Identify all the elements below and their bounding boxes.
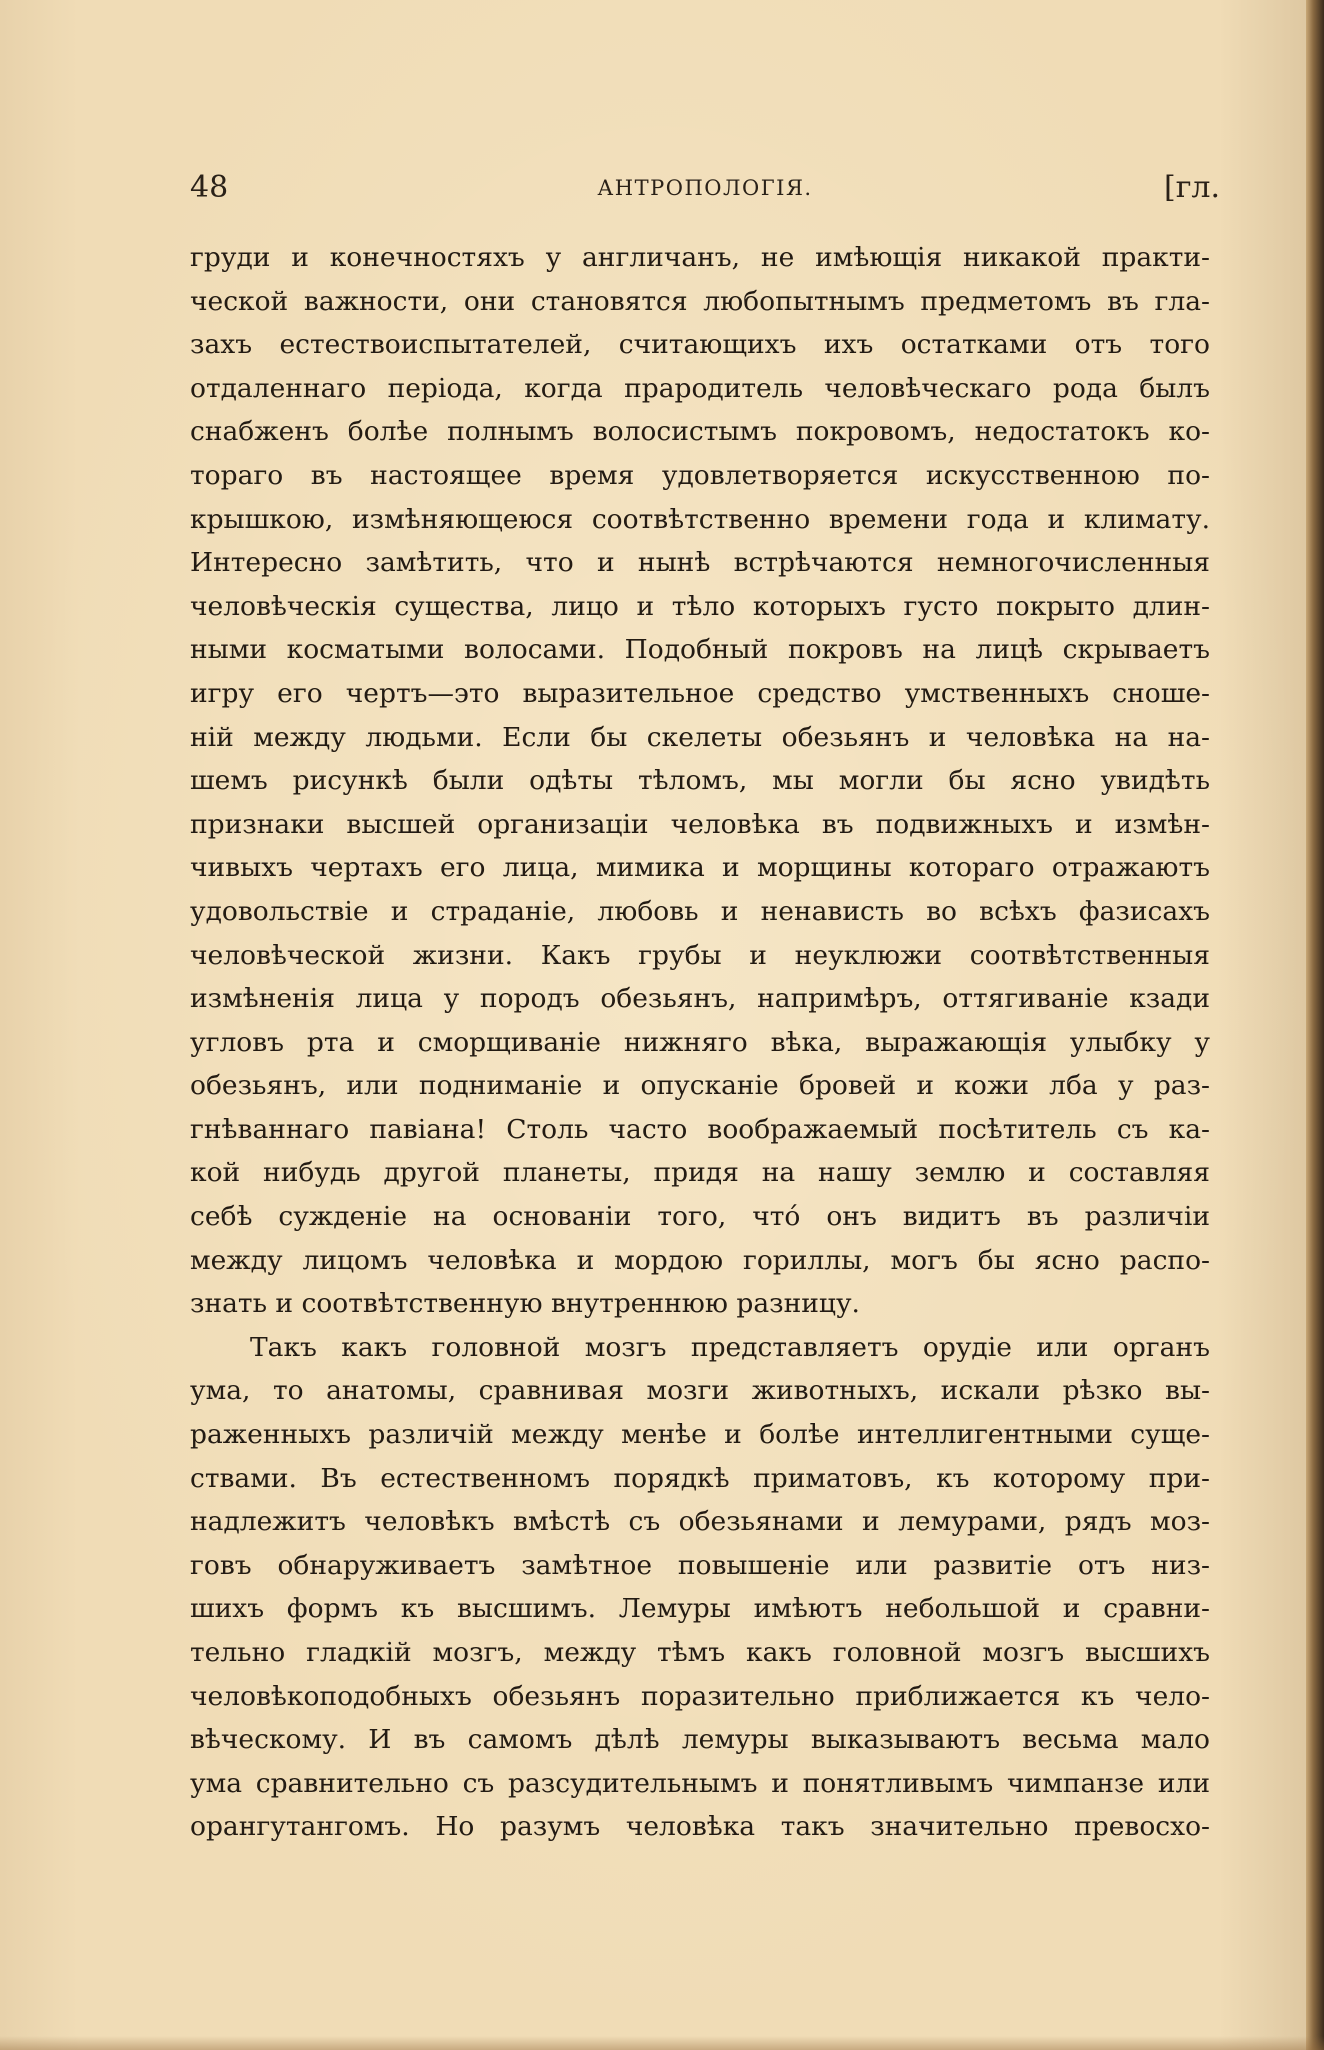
- text-line: ческой важности, они становятся любопытнымъ предметомъ въ гла-: [190, 285, 1210, 317]
- text-line: гнѣваннаго павіана! Столь часто воображаемый посѣтитель съ ка-: [190, 1113, 1210, 1145]
- text-line: признаки высшей организаціи человѣка въ подвижныхъ и измѣн-: [190, 808, 1210, 840]
- text-line: тельно гладкій мозгъ, между тѣмъ какъ головной мозгъ высшихъ: [190, 1637, 1210, 1668]
- text-line: ній между людьми. Если бы скелеты обезьянъ и человѣка на на-: [190, 721, 1210, 753]
- text-line: снабженъ болѣе полнымъ волосистымъ покровомъ, недостатокъ ко-: [190, 416, 1210, 448]
- text-line: тораго въ настоящее время удовлетворяется искусственною по-: [190, 459, 1210, 491]
- body-text: [190, 236, 1210, 1849]
- chapter-mark: [гл.: [1163, 170, 1220, 205]
- text-line: знать и соотвѣтственную внутреннюю разницу.: [190, 1288, 860, 1320]
- page-number: 48: [190, 170, 229, 205]
- text-line: измѣненія лица у породъ обезьянъ, напримѣръ, оттягиваніе кзади: [190, 983, 1210, 1015]
- text-line: ума сравнительно съ разсудительнымъ и понятливымъ чимпанзе или: [190, 1767, 1210, 1799]
- text-line: игру его чертъ—это выразительное средство умственныхъ сноше-: [190, 677, 1210, 709]
- text-line: человѣческой жизни. Какъ грубы и неуклюжи соотвѣтственныя: [190, 939, 1210, 971]
- text-line: ума, то анатомы, сравнивая мозги животныхъ, искали рѣзко вы-: [190, 1375, 1210, 1407]
- text-line: обезьянъ, или подниманіе и опусканіе бровей и кожи лба у раз-: [190, 1070, 1210, 1102]
- text-line: груди и конечностяхъ у англичанъ, не имѣющія никакой практи-: [190, 242, 1210, 273]
- paragraph-1: [190, 236, 1210, 1326]
- text-line: ствами. Въ естественномъ порядкѣ приматовъ, къ которому при-: [190, 1462, 1210, 1494]
- text-line: Такъ какъ головной мозгъ представляетъ орудіе или органъ: [250, 1331, 1210, 1363]
- text-line: вѣческому. И въ самомъ дѣлѣ лемуры выказываютъ весьма мало: [190, 1724, 1210, 1756]
- running-title: АНТРОПОЛОГІЯ.: [597, 176, 813, 200]
- text-line: отдаленнаго періода, когда прародитель человѣческаго рода былъ: [190, 372, 1210, 404]
- text-line: кой нибудь другой планеты, придя на нашу землю и составляя: [190, 1157, 1210, 1189]
- text-line: чивыхъ чертахъ его лица, мимика и морщины котораго отражаютъ: [190, 852, 1210, 884]
- running-head: [190, 170, 1220, 210]
- text-line: орангутангомъ. Но разумъ человѣка такъ значительно превосхо-: [190, 1811, 1210, 1843]
- text-line: человѣческія существа, лицо и тѣло которыхъ густо покрыто длин-: [190, 590, 1210, 622]
- text-line: ными косматыми волосами. Подобный покровъ на лицѣ скрываетъ: [190, 634, 1210, 666]
- text-line: надлежитъ человѣкъ вмѣстѣ съ обезьянами и лемурами, рядъ моз-: [190, 1506, 1210, 1538]
- text-line: себѣ сужденіе на основаніи того, что́ онъ видитъ въ различіи: [190, 1201, 1210, 1233]
- text-line: шихъ формъ къ высшимъ. Лемуры имѣютъ небольшой и сравни-: [190, 1593, 1210, 1625]
- text-line: Интересно замѣтить, что и нынѣ встрѣчаются немногочисленныя: [190, 547, 1210, 579]
- text-line: говъ обнаруживаетъ замѣтное повышеніе или развитіе отъ низ-: [190, 1549, 1210, 1581]
- text-line: человѣкоподобныхъ обезьянъ поразительно приближается къ чело-: [190, 1680, 1210, 1712]
- text-line: захъ естествоиспытателей, считающихъ ихъ остатками отъ того: [190, 329, 1210, 361]
- page-edge-shadow: [1306, 0, 1324, 2050]
- text-line: раженныхъ различій между менѣе и болѣе интеллигентными суще-: [190, 1419, 1210, 1451]
- paragraph-2: [190, 1326, 1210, 1849]
- text-line: крышкою, измѣняющеюся соотвѣтственно времени года и климату.: [190, 503, 1210, 535]
- text-line: удовольствіе и страданіе, любовь и ненависть во всѣхъ фазисахъ: [190, 895, 1210, 927]
- text-line: шемъ рисункѣ были одѣты тѣломъ, мы могли бы ясно увидѣть: [190, 765, 1210, 797]
- text-line: между лицомъ человѣка и мордою гориллы, могъ бы ясно распо-: [190, 1244, 1210, 1276]
- text-line: угловъ рта и сморщиваніе нижняго вѣка, выражающія улыбку у: [190, 1026, 1210, 1058]
- page-bottom-shadow: [0, 2036, 1324, 2050]
